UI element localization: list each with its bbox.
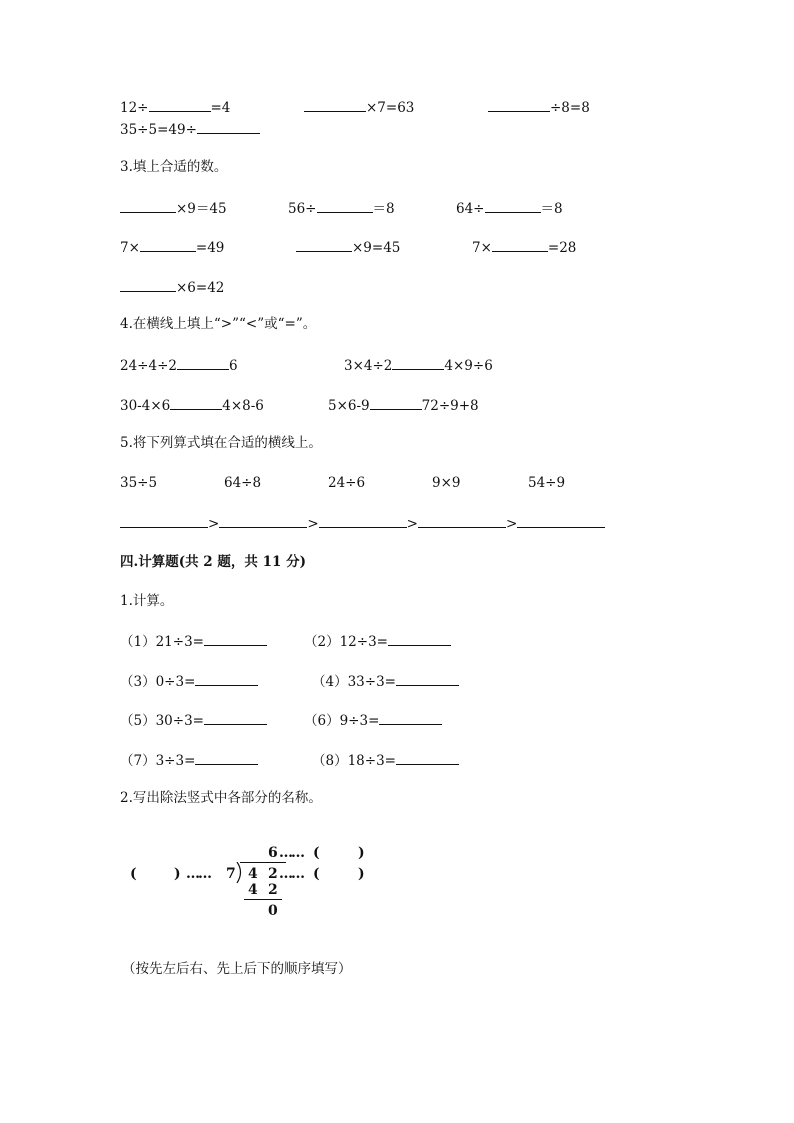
answer-blank[interactable] — [488, 98, 550, 112]
q5-item-3: 24÷6 — [328, 475, 366, 491]
answer-blank[interactable] — [120, 514, 208, 528]
answer-blank[interactable] — [120, 199, 176, 213]
q4-compare-2: 3×4÷2 4×9÷6 — [344, 358, 493, 374]
answer-blank[interactable] — [120, 278, 176, 292]
equation-35-div-5: 35÷5=49÷ — [120, 120, 260, 138]
answer-blank[interactable] — [396, 751, 459, 765]
divisor-digit: 7 — [226, 866, 236, 882]
answer-blank[interactable] — [388, 632, 451, 646]
q4-compare-4: 5×6-9 72÷9+8 — [328, 398, 479, 414]
instruction-note: （按先左后右、先上后下的顺序填写） — [122, 961, 352, 977]
q2-title: 2.写出除法竖式中各部分的名称。 — [120, 790, 322, 806]
calc-item: （7）3÷3= — [120, 751, 258, 769]
product-digit: 2 — [268, 882, 278, 898]
answer-blank[interactable] — [392, 356, 444, 370]
q3-title: 3.填上合适的数。 — [120, 159, 228, 175]
quotient-paren-open: ( — [313, 845, 320, 861]
answer-blank[interactable] — [195, 672, 258, 686]
answer-blank[interactable] — [370, 396, 422, 410]
q3-eq-4: 7× =49 — [120, 240, 225, 256]
q1-title: 1.计算。 — [120, 593, 174, 609]
dividend-paren-close: ) — [358, 866, 365, 882]
calc-item: （3）0÷3= — [120, 672, 258, 690]
q5-item-2: 64÷8 — [224, 475, 262, 491]
equation-div8: ÷8=8 — [488, 98, 590, 116]
quotient-bar — [240, 862, 286, 863]
answer-blank[interactable] — [177, 356, 229, 370]
calc-item: （4）33÷3= — [312, 672, 459, 690]
quotient-paren-close[interactable]: ) — [358, 845, 365, 861]
calc-item: （5）30÷3= — [120, 711, 267, 729]
q4-title: 4.在横线上填上“>”“<”或“=”。 — [120, 316, 317, 332]
divisor-paren-close: ) — [174, 866, 181, 882]
answer-blank[interactable] — [517, 514, 605, 528]
q5-item-4: 9×9 — [432, 475, 461, 491]
answer-blank[interactable] — [485, 199, 541, 213]
q4-compare-3: 30-4×6 4×8-6 — [120, 398, 264, 414]
answer-blank[interactable] — [170, 396, 222, 410]
q4-compare-1: 24÷4÷2 6 — [120, 358, 238, 374]
answer-blank[interactable] — [396, 672, 459, 686]
remainder-digit: 0 — [268, 903, 278, 919]
subtraction-bar — [244, 899, 282, 900]
dividend-digit: 4 — [248, 866, 258, 882]
divisor-paren-open[interactable]: ( — [130, 866, 137, 882]
answer-blank[interactable] — [418, 514, 506, 528]
dividend-paren-open[interactable]: ( — [313, 866, 320, 882]
section-heading: 四.计算题(共 2 题，共 11 分) — [120, 554, 306, 570]
answer-blank[interactable] — [317, 199, 373, 213]
calc-item: （1）21÷3= — [120, 632, 267, 650]
product-digit: 4 — [248, 882, 258, 898]
answer-blank[interactable] — [219, 514, 307, 528]
q3-eq-2: 56÷ ＝8 — [288, 201, 395, 217]
answer-blank[interactable] — [204, 632, 267, 646]
dividend-dots: …… — [279, 866, 303, 882]
quotient-digit: 6 — [268, 845, 278, 861]
answer-blank[interactable] — [379, 711, 442, 725]
dividend-digit: 2 — [268, 866, 278, 882]
calc-item: （6）9÷3= — [304, 711, 442, 729]
answer-blank[interactable] — [197, 120, 260, 134]
calc-item: （2）12÷3= — [304, 632, 451, 650]
calc-item: （8）18÷3= — [312, 751, 459, 769]
q3-eq-7: ×6=42 — [120, 278, 224, 296]
answer-blank[interactable] — [296, 238, 352, 252]
quotient-dots: …… — [279, 845, 303, 861]
answer-blank[interactable] — [304, 98, 366, 112]
equation-x7: ×7=63 — [304, 98, 414, 116]
equation-12-div: 12÷ =4 — [120, 100, 231, 116]
answer-blank[interactable] — [149, 98, 211, 112]
q3-eq-6: 7× =28 — [472, 240, 577, 256]
q5-title: 5.将下列算式填在合适的横线上。 — [120, 435, 322, 451]
q3-eq-1: ×9＝45 — [120, 199, 227, 217]
q5-item-1: 35÷5 — [120, 475, 158, 491]
answer-blank[interactable] — [319, 514, 407, 528]
q5-order-row: > > > > — [120, 514, 605, 532]
answer-blank[interactable] — [492, 238, 548, 252]
answer-blank[interactable] — [204, 711, 267, 725]
answer-blank[interactable] — [140, 238, 196, 252]
divisor-dots: …… — [186, 866, 210, 882]
q3-eq-5: ×9=45 — [296, 238, 400, 256]
q5-item-5: 54÷9 — [528, 475, 566, 491]
answer-blank[interactable] — [195, 751, 258, 765]
q3-eq-3: 64÷ ＝8 — [456, 201, 563, 217]
division-bracket — [234, 862, 246, 884]
